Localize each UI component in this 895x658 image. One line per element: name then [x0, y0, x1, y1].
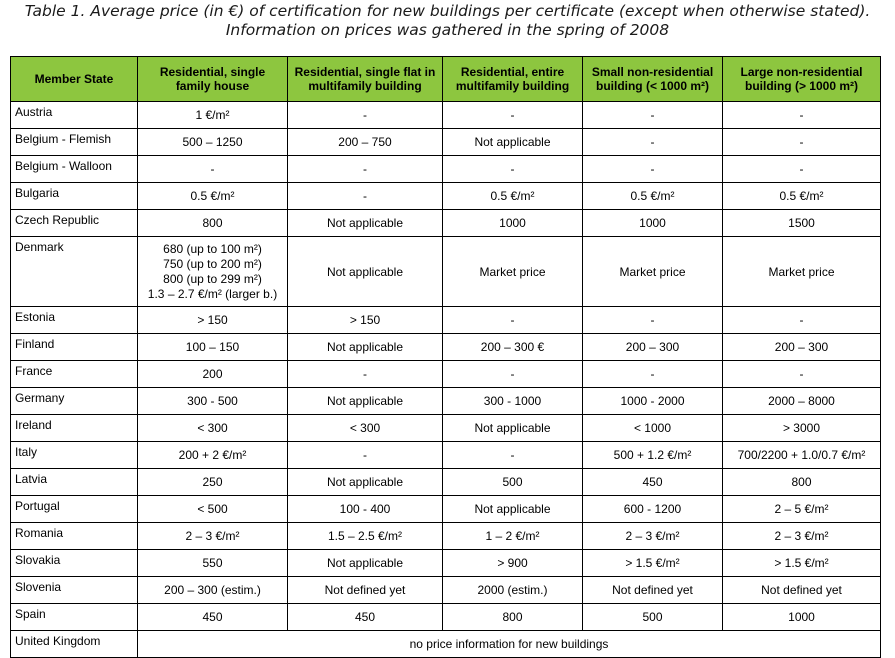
- price-cell: 1.5 – 2.5 €/m²: [288, 523, 443, 550]
- price-cell: > 1.5 €/m²: [583, 550, 723, 577]
- price-cell: -: [288, 442, 443, 469]
- price-cell: 450: [138, 604, 288, 631]
- member-state-cell: Finland: [11, 334, 138, 361]
- price-cell: 700/2200 + 1.0/0.7 €/m²: [723, 442, 881, 469]
- table-row: [11, 631, 881, 658]
- price-cell: 1000 - 2000: [583, 388, 723, 415]
- price-cell: -: [723, 102, 881, 129]
- price-cell: -: [443, 442, 583, 469]
- table-row: [11, 496, 881, 523]
- price-cell: 200 – 300: [723, 334, 881, 361]
- price-cell: -: [288, 156, 443, 183]
- price-cell: 200 + 2 €/m²: [138, 442, 288, 469]
- price-cell: Not applicable: [288, 210, 443, 237]
- price-cell: 2 – 3 €/m²: [583, 523, 723, 550]
- member-state-cell: Denmark: [11, 237, 138, 307]
- price-cell: Not defined yet: [583, 577, 723, 604]
- price-cell: 100 - 400: [288, 496, 443, 523]
- table-row: [11, 237, 881, 307]
- table-row: [11, 550, 881, 577]
- price-cell: Not applicable: [443, 415, 583, 442]
- price-cell: Not applicable: [288, 469, 443, 496]
- price-cell: -: [138, 156, 288, 183]
- table-row: [11, 415, 881, 442]
- price-line: 800 (up to 299 m²): [163, 271, 262, 286]
- table-row: [11, 156, 881, 183]
- price-cell: 1000: [723, 604, 881, 631]
- price-cell: 200 – 750: [288, 129, 443, 156]
- table-row: [11, 442, 881, 469]
- price-cell: 0.5 €/m²: [443, 183, 583, 210]
- price-cell: > 150: [288, 307, 443, 334]
- member-state-cell: Ireland: [11, 415, 138, 442]
- member-state-cell: Latvia: [11, 469, 138, 496]
- price-cell: 1000: [443, 210, 583, 237]
- header-residential-single-family: Residential, single family house: [138, 57, 288, 102]
- member-state-cell: Portugal: [11, 496, 138, 523]
- price-cell: Not applicable: [288, 334, 443, 361]
- price-cell: -: [443, 307, 583, 334]
- member-state-cell: Slovenia: [11, 577, 138, 604]
- member-state-cell: Romania: [11, 523, 138, 550]
- table-row: [11, 210, 881, 237]
- price-cell: 500 + 1.2 €/m²: [583, 442, 723, 469]
- price-cell: -: [443, 156, 583, 183]
- price-cell: 100 – 150: [138, 334, 288, 361]
- price-cell: -: [443, 361, 583, 388]
- price-cell: -: [723, 361, 881, 388]
- price-cell: 200 – 300: [583, 334, 723, 361]
- price-cell: 500: [583, 604, 723, 631]
- price-cell: 0.5 €/m²: [138, 183, 288, 210]
- header-member-state: Member State: [11, 57, 138, 102]
- member-state-cell: France: [11, 361, 138, 388]
- table-row: [11, 577, 881, 604]
- header-row: [11, 57, 881, 102]
- header-small-non-residential: Small non-residential building (< 1000 m²): [583, 57, 723, 102]
- member-state-cell: Estonia: [11, 307, 138, 334]
- price-cell: Not applicable: [443, 129, 583, 156]
- price-cell: 500: [443, 469, 583, 496]
- table-row: [11, 102, 881, 129]
- price-cell: Not applicable: [288, 550, 443, 577]
- price-cell: 500 – 1250: [138, 129, 288, 156]
- price-cell: 1 €/m²: [138, 102, 288, 129]
- price-cell: Not defined yet: [723, 577, 881, 604]
- price-cell: -: [723, 307, 881, 334]
- certification-price-table: [10, 56, 881, 658]
- member-state-cell: Bulgaria: [11, 183, 138, 210]
- table-row: [11, 307, 881, 334]
- price-cell: > 900: [443, 550, 583, 577]
- price-cell: < 300: [138, 415, 288, 442]
- price-cell: 200 – 300 (estim.): [138, 577, 288, 604]
- header-residential-entire-multifamily: Residential, entire multifamily building: [443, 57, 583, 102]
- price-cell: 1000: [583, 210, 723, 237]
- price-cell: Market price: [723, 237, 881, 307]
- table-row: [11, 361, 881, 388]
- member-state-cell: Slovakia: [11, 550, 138, 577]
- price-cell: 2 – 3 €/m²: [138, 523, 288, 550]
- price-cell: Not applicable: [288, 388, 443, 415]
- price-cell: -: [443, 102, 583, 129]
- price-cell: 0.5 €/m²: [583, 183, 723, 210]
- price-cell: 300 - 500: [138, 388, 288, 415]
- price-cell: -: [583, 156, 723, 183]
- price-cell: 300 - 1000: [443, 388, 583, 415]
- price-cell: 2000 (estim.): [443, 577, 583, 604]
- price-cell: -: [583, 307, 723, 334]
- price-cell: Not defined yet: [288, 577, 443, 604]
- member-state-cell: Czech Republic: [11, 210, 138, 237]
- price-cell: 1500: [723, 210, 881, 237]
- price-cell: -: [288, 102, 443, 129]
- table-row: [11, 388, 881, 415]
- table-row: [11, 334, 881, 361]
- price-cell: 250: [138, 469, 288, 496]
- price-line: 680 (up to 100 m²): [163, 241, 262, 256]
- price-cell: 1 – 2 €/m²: [443, 523, 583, 550]
- price-line: 1.3 – 2.7 €/m² (larger b.): [147, 286, 278, 301]
- table-row: [11, 604, 881, 631]
- price-line: 750 (up to 200 m²): [163, 256, 262, 271]
- header-large-non-residential: Large non-residential building (> 1000 m²): [723, 57, 881, 102]
- price-cell: -: [723, 156, 881, 183]
- table-row: [11, 523, 881, 550]
- member-state-cell: United Kingdom: [11, 631, 138, 658]
- price-cell: Not applicable: [288, 237, 443, 307]
- price-cell: 2 – 5 €/m²: [723, 496, 881, 523]
- table-row: [11, 469, 881, 496]
- price-cell: 550: [138, 550, 288, 577]
- price-cell: 800: [723, 469, 881, 496]
- price-cell: -: [723, 129, 881, 156]
- table-row: [11, 183, 881, 210]
- member-state-cell: Germany: [11, 388, 138, 415]
- price-cell: 450: [288, 604, 443, 631]
- price-cell: -: [288, 183, 443, 210]
- price-cell: -: [583, 102, 723, 129]
- price-cell: < 300: [288, 415, 443, 442]
- price-cell: > 1.5 €/m²: [723, 550, 881, 577]
- price-cell-multiline: [138, 237, 288, 307]
- price-cell: 600 - 1200: [583, 496, 723, 523]
- no-price-info-cell: no price information for new buildings: [138, 631, 881, 658]
- price-cell: 200: [138, 361, 288, 388]
- member-state-cell: Spain: [11, 604, 138, 631]
- price-cell: 800: [138, 210, 288, 237]
- price-cell: > 150: [138, 307, 288, 334]
- member-state-cell: Belgium - Walloon: [11, 156, 138, 183]
- price-cell: 450: [583, 469, 723, 496]
- table-caption: Table 1. Average price (in €) of certification for new buildings per certificate (except when otherwise stated). Information on prices was gathered in the spring of 2008: [24, 2, 871, 39]
- price-cell: -: [288, 361, 443, 388]
- price-cell: < 1000: [583, 415, 723, 442]
- member-state-cell: Italy: [11, 442, 138, 469]
- table-row: [11, 129, 881, 156]
- price-cell: -: [583, 129, 723, 156]
- price-cell: 800: [443, 604, 583, 631]
- price-cell: 2000 – 8000: [723, 388, 881, 415]
- price-cell: 0.5 €/m²: [723, 183, 881, 210]
- price-cell: > 3000: [723, 415, 881, 442]
- price-cell: Market price: [443, 237, 583, 307]
- price-cell: < 500: [138, 496, 288, 523]
- member-state-cell: Austria: [11, 102, 138, 129]
- price-cell: 200 – 300 €: [443, 334, 583, 361]
- header-residential-single-flat: Residential, single flat in multifamily building: [288, 57, 443, 102]
- member-state-cell: Belgium - Flemish: [11, 129, 138, 156]
- price-cell: Not applicable: [443, 496, 583, 523]
- price-cell: Market price: [583, 237, 723, 307]
- price-cell: -: [583, 361, 723, 388]
- price-cell: 2 – 3 €/m²: [723, 523, 881, 550]
